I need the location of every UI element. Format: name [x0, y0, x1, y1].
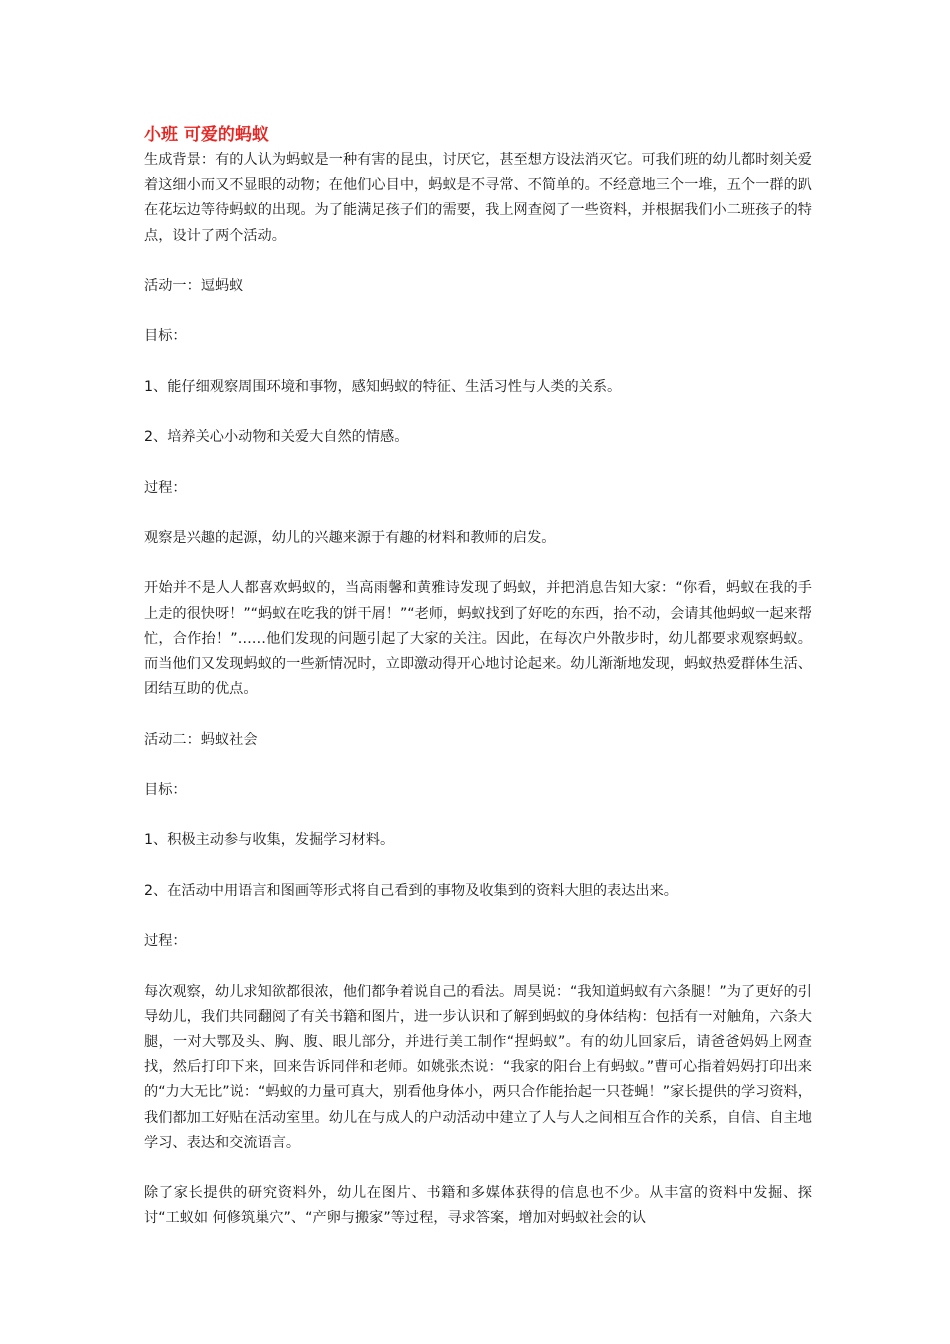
spacer [144, 249, 812, 274]
spacer [144, 299, 812, 324]
spacer [144, 753, 812, 778]
activity2-process-2: 除了家长提供的研究资料外，幼儿在图片、书籍和多媒体获得的信息也不少。从丰富的资料中发掘、探讨“工蚁如 何修筑巢穴”、“产卵与搬家”等过程，寻求答案，增加对蚂蚁社会的认 [144, 1185, 812, 1227]
spacer [144, 702, 812, 727]
intro-paragraph: 生成背景：有的人认为蚂蚁是一种有害的昆虫，讨厌它，甚至想方设法消灭它。可我们班的幼儿都时刻关爱着这细小而又不显眼的动物；在他们心目中，蚂蚁是不寻常、不简单的。不经意地三个一堆，五个一群的趴在花坛边等待蚂蚁的出现。为了能满足孩子们的需要，我上网查阅了一些资料，并根据我们小二班孩子的特点，设计了两个活动。 [144, 152, 812, 244]
activity1-goal-1: 1、能仔细观察周围环境和事物，感知蚂蚁的特征、生活习性与人类的关系。 [144, 378, 622, 395]
activity2-process-1: 每次观察，幼儿求知欲都很浓，他们都争着说自己的看法。周昊说：“我知道蚂蚁有六条腿！”为了更好的引导幼儿，我们共同翻阅了有关书籍和图片，进一步认识和了解到蚂蚁的身体结构：包括有一对触角，六条大腿，一对大鄂及头、胸、腹、眼儿部分，并进行美工制作“捏蚂蚁”。有的幼儿回家后，请爸爸妈妈上网查找，然后打印下来，回来告诉同伴和老师。如姚张杰说：“我家的阳台上有蚂蚁。”曹可心指着妈妈打印出来的“力大无比”说：“蚂蚁的力量可真大，别看他身体小，两只合作能抬起一只苍蝇！”家长提供的学习资料，我们都加工好贴在活动室里。幼儿在与成人的户动活动中建立了人与人之间相互合作的关系，自信、自主地学习、表达和交流语言。 [144, 983, 812, 1151]
spacer [144, 803, 812, 828]
spacer [144, 1156, 812, 1181]
spacer [144, 350, 812, 375]
spacer [144, 551, 812, 576]
activity2-process-label: 过程： [144, 933, 187, 950]
activity2-goal-2: 2、在活动中用语言和图画等形式将自己看到的事物及收集到的资料大胆的表达出来。 [144, 882, 678, 899]
activity2-goal-1: 1、积极主动参与收集，发掘学习材料。 [144, 832, 395, 849]
spacer [144, 501, 812, 526]
activity2-heading: 活动二：蚂蚁社会 [144, 731, 258, 748]
activity1-goal-2: 2、培养关心小动物和关爱大自然的情感。 [144, 429, 409, 446]
activity1-goal-label: 目标： [144, 328, 187, 345]
activity2-goal-label: 目标： [144, 781, 187, 798]
spacer [144, 854, 812, 879]
spacer [144, 954, 812, 979]
activity1-process-2: 开始并不是人人都喜欢蚂蚁的，当高雨馨和黄雅诗发现了蚂蚁，并把消息告知大家：“你看，蚂蚁在我的手上走的很快呀！”“蚂蚁在吃我的饼干屑！”“老师，蚂蚁找到了好吃的东西，抬不动，会请其他蚂蚁一起来帮忙，合作抬！”……他们发现的问题引起了大家的关注。因此，在每次户外散步时，幼儿都要求观察蚂蚁。而当他们又发现蚂蚁的一些新情况时，立即激动得开心地讨论起来。幼儿渐渐地发现，蚂蚁热爱群体生活、团结互助的优点。 [144, 580, 812, 698]
document-page [144, 122, 812, 1232]
activity1-process-1: 观察是兴趣的起源，幼儿的兴趣来源于有趣的材料和教师的启发。 [144, 529, 556, 546]
activity1-process-label: 过程： [144, 479, 187, 496]
activity1-heading: 活动一：逗蚂蚁 [144, 278, 244, 294]
document-title: 小班 可爱的蚂蚁 [144, 125, 269, 145]
spacer [144, 450, 812, 475]
spacer [144, 400, 812, 425]
spacer [144, 904, 812, 929]
